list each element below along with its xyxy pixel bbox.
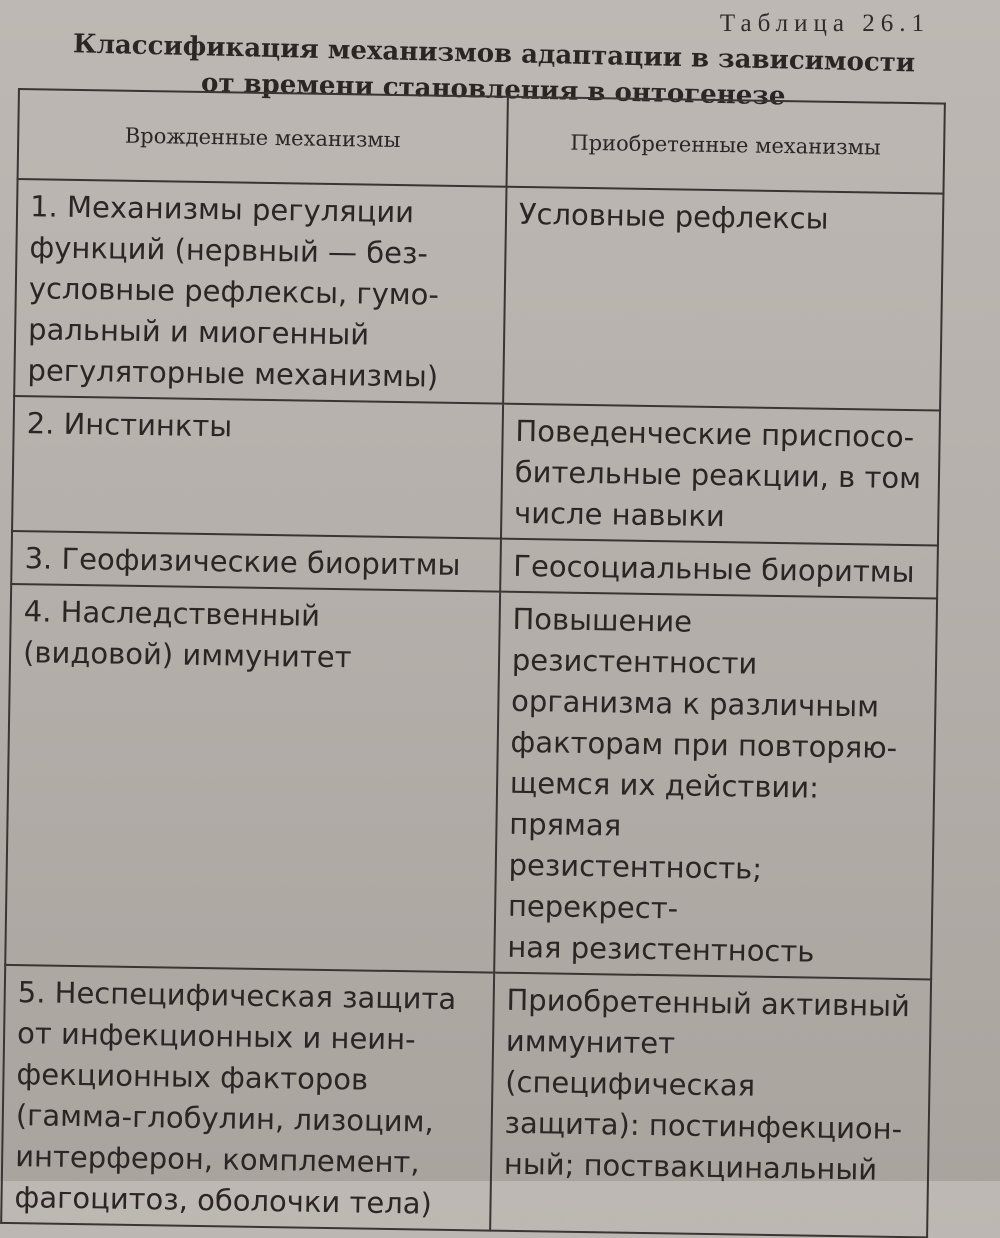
- header-acquired: Приобретенные механизмы: [506, 97, 945, 194]
- table-row: [1, 965, 931, 1238]
- table-header-row: [18, 89, 945, 194]
- acquired-text: Приобретенный активный иммунитет (специфическая защита): постинфекцион- ный; поствакцинальный: [503, 982, 911, 1187]
- innate-cell: [14, 179, 506, 404]
- acquired-text: Геосоциальные биоритмы: [513, 548, 915, 590]
- innate-cell: [12, 396, 503, 539]
- acquired-cell: [501, 404, 940, 546]
- acquired-cell: [500, 539, 938, 599]
- innate-text: 5. Неспецифическая защита от инфекционных и неин- фекционных факторов (гамма-глобулин, лизоцим, интерферон, комплемент, фагоцитоз, оболочки тела): [14, 975, 457, 1221]
- table-row: [14, 179, 943, 411]
- innate-cell: [1, 965, 494, 1231]
- innate-cell: [5, 584, 500, 973]
- acquired-text: Условные рефлексы: [518, 196, 829, 236]
- acquired-cell: [494, 592, 937, 980]
- innate-text: 3. Геофизические биоритмы: [24, 541, 461, 583]
- table-number: Таблица 26.1: [719, 10, 930, 37]
- innate-text: 1. Механизмы регуляции функций (нервный — без- условные рефлексы, гумо- ральный и миогенный регуляторные механизмы): [27, 189, 440, 394]
- table-row: [5, 584, 937, 979]
- adaptation-table: [0, 88, 946, 1238]
- innate-text: 4. Наследственный (видовой) иммунитет: [22, 594, 352, 675]
- acquired-text: Повышение резистентности организма к различным факторам при повторяю- щемся их действии: прямая резистентность; перекрест- ная резистентность: [507, 601, 898, 969]
- caption-line-2: от времени становления в онтогенезе: [200, 68, 786, 112]
- acquired-text: Поведенческие приспосо- бительные реакции, в том числе навыки: [513, 413, 922, 534]
- header-innate: Врожденные механизмы: [18, 89, 508, 187]
- acquired-cell: [490, 973, 931, 1238]
- innate-cell: [11, 531, 501, 592]
- acquired-cell: [503, 187, 944, 411]
- innate-text: 2. Инстинкты: [26, 406, 233, 444]
- table-row: [12, 396, 940, 546]
- caption-line-1: Классификация механизмов адаптации в зависимости: [72, 29, 916, 79]
